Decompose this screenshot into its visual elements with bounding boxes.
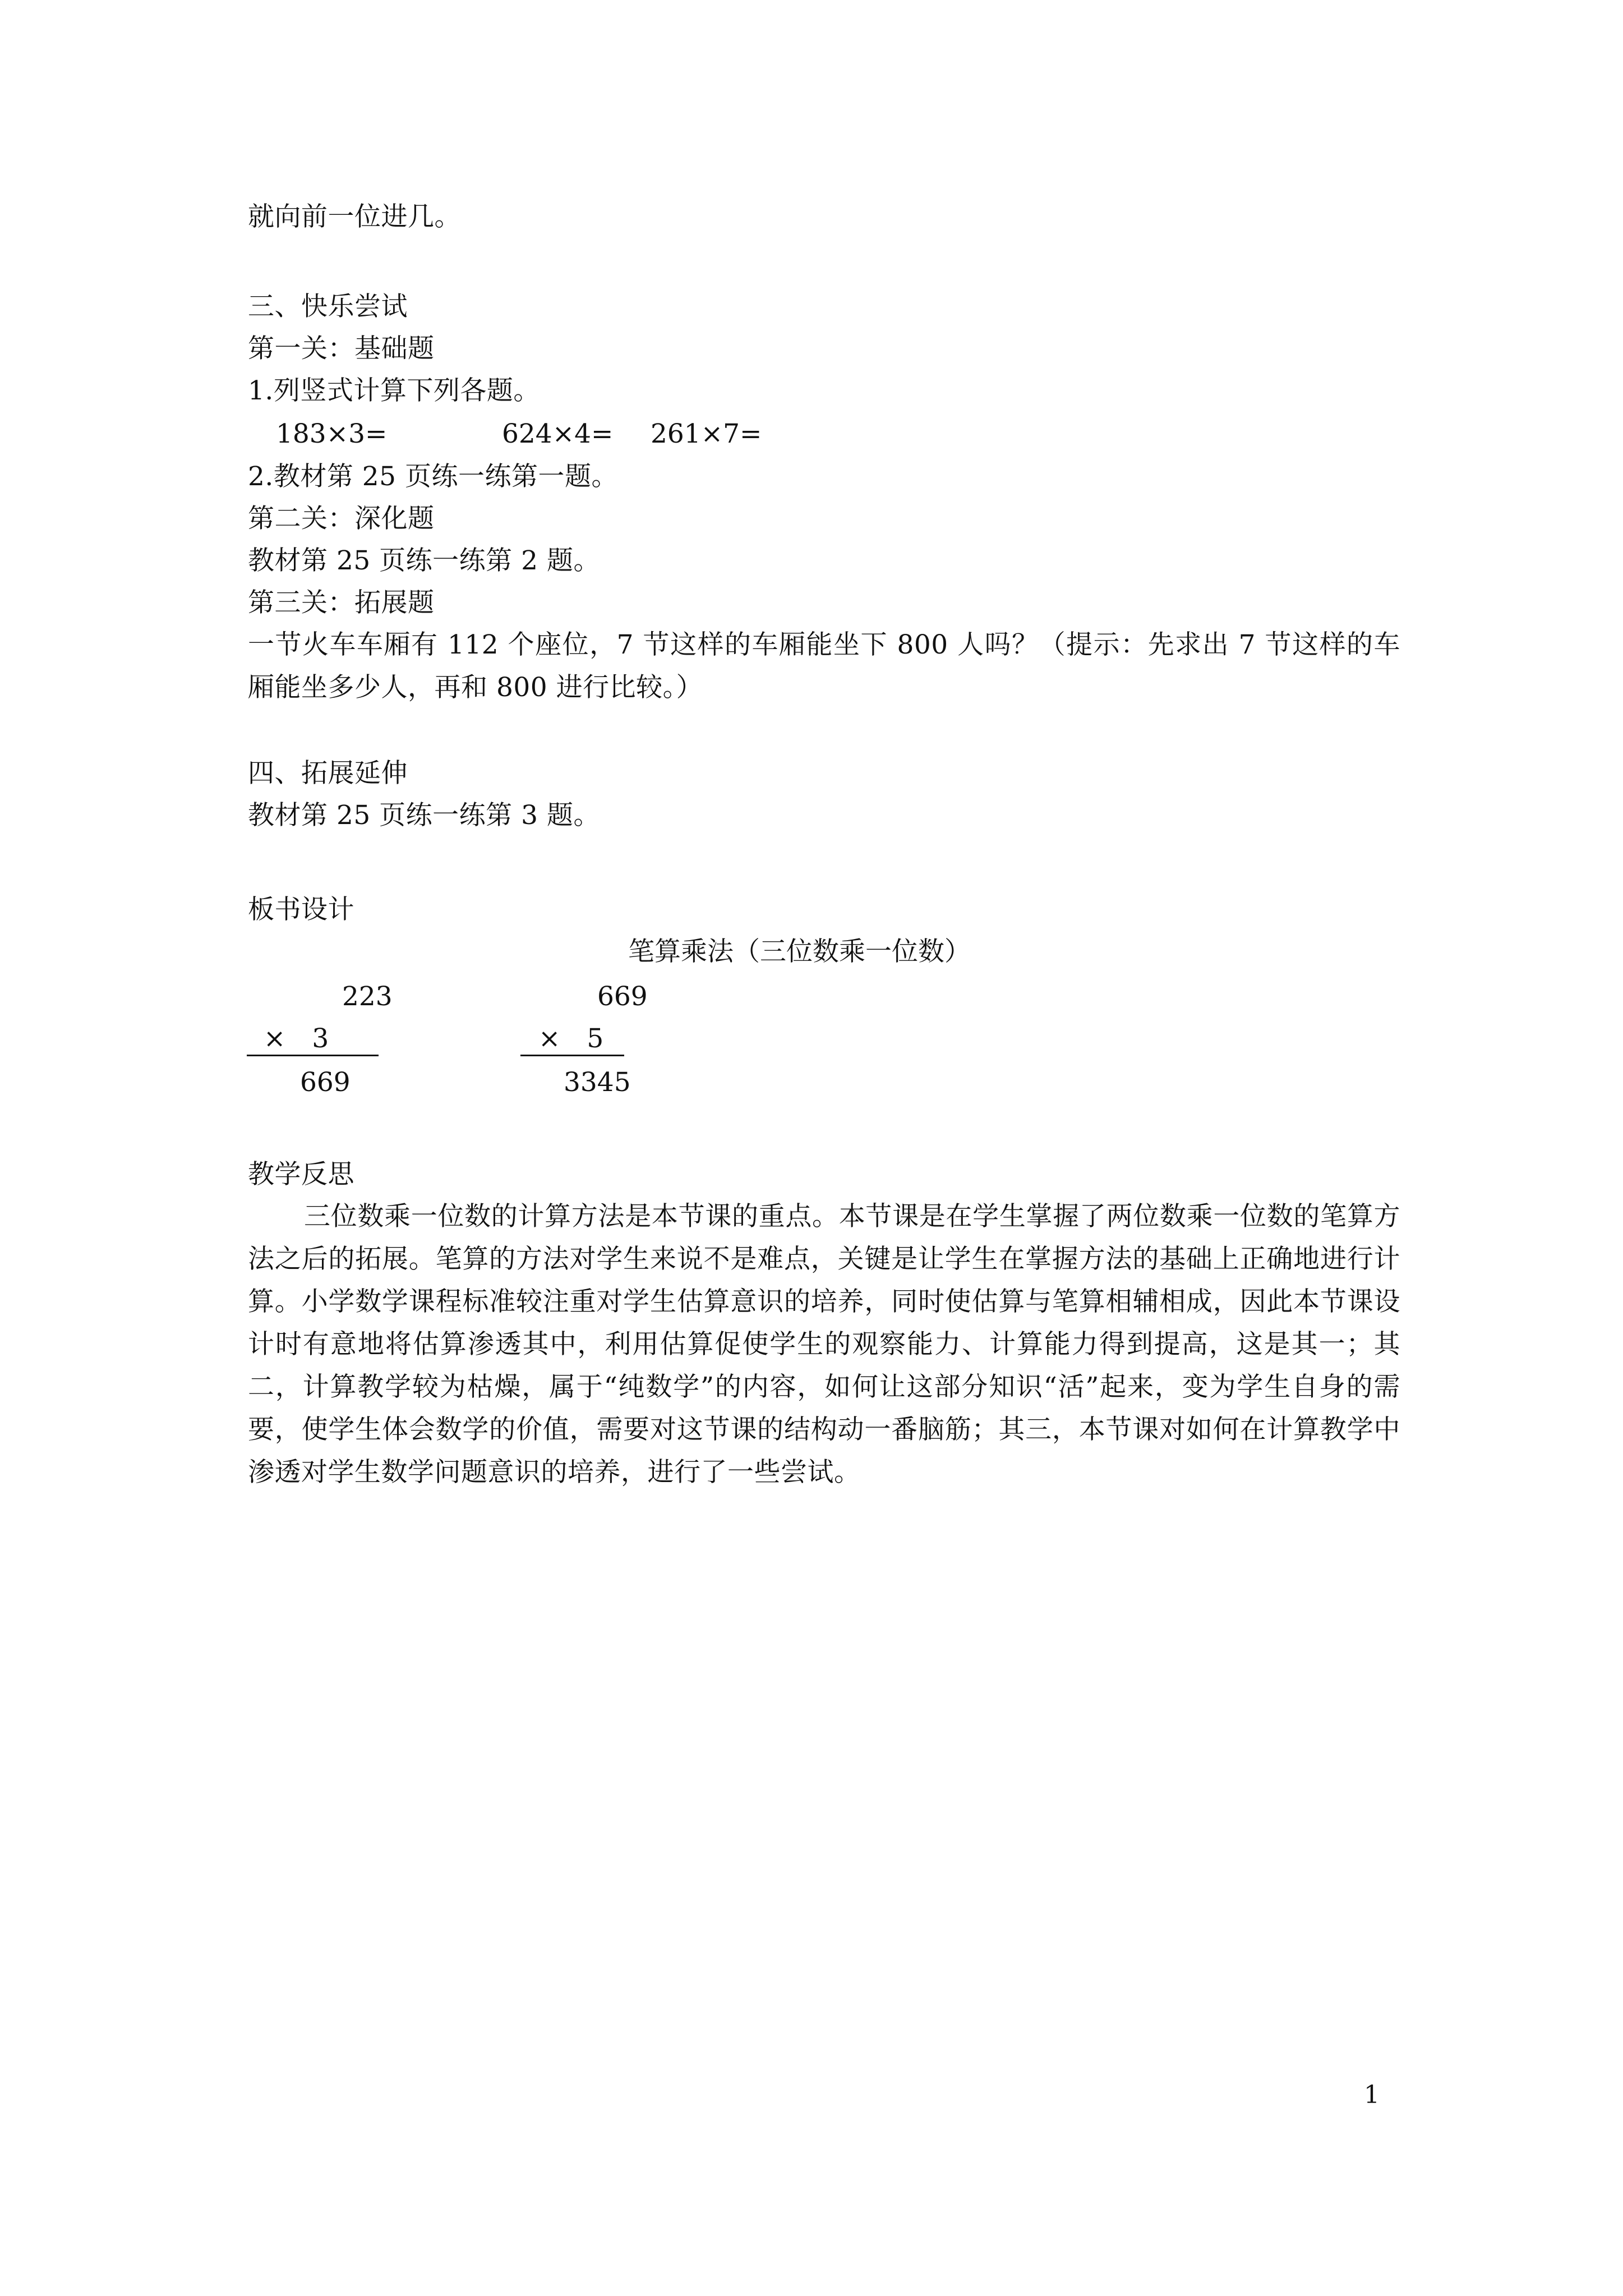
level-2-task: 教材第 25 页练一练第 2 题。 xyxy=(248,545,600,576)
calc2-multiplier: × 5 xyxy=(538,1023,604,1054)
calc2-product: 3345 xyxy=(564,1067,631,1098)
calc1-product: 669 xyxy=(300,1067,351,1098)
reflection-title: 教学反思 xyxy=(248,1159,354,1190)
calc1-line xyxy=(247,1055,379,1056)
question-2: 2.教材第 25 页练一练第一题。 xyxy=(248,461,619,492)
level-3-heading: 第三关：拓展题 xyxy=(248,587,435,618)
reflection-paragraph: 三位数乘一位数的计算方法是本节课的重点。本节课是在学生掌握了两位数乘一位数的笔算方法之后的拓展。笔算的方法对学生来说不是难点，关键是让学生在掌握方法的基础上正确地进行计算。小学数学课程标准较注重对学生估算意识的培养，同时使估算与笔算相辅相成，因此本节课设计时有意地将估算渗透其中，利用估算促使学生的观察能力、计算能力得到提高，这是其一；其二，计算教学较为枯燥，属于“纯数学”的内容，如何让这部分知识“活”起来，变为学生自身的需要，使学生体会数学的价值，需要对这节课的结构动一番脑筋；其三，本节课对如何在计算教学中渗透对学生数学问题意识的培养，进行了一些尝试。 xyxy=(248,1201,1400,1488)
exercise-261x7: 261×7= xyxy=(651,418,762,449)
page-number: 1 xyxy=(1364,2081,1380,2109)
calc1-multiplicand: 223 xyxy=(342,981,393,1012)
level-1-heading: 第一关：基础题 xyxy=(248,333,435,364)
calc1-multiplier: × 3 xyxy=(264,1023,329,1054)
carry-rule-end: 就向前一位进几。 xyxy=(248,201,461,232)
calc2-line xyxy=(520,1055,624,1056)
question-1: 1.列竖式计算下列各题。 xyxy=(248,375,540,406)
level-2-heading: 第二关：深化题 xyxy=(248,503,435,534)
calc2-multiplicand: 669 xyxy=(597,981,648,1012)
board-heading: 笔算乘法（三位数乘一位数） xyxy=(628,936,971,967)
section-4-task: 教材第 25 页练一练第 3 题。 xyxy=(248,800,600,831)
exercise-183x3: 183×3= xyxy=(276,418,388,449)
level-3-task: 一节火车车厢有 112 个座位，7 节这样的车厢能坐下 800 人吗？（提示：先求出 7 节这样的车厢能坐多少人，再和 800 进行比较。） xyxy=(248,629,1400,703)
board-design-title: 板书设计 xyxy=(248,894,354,925)
section-4-title: 四、拓展延伸 xyxy=(248,758,408,789)
section-3-title: 三、快乐尝试 xyxy=(248,291,408,322)
exercise-624x4: 624×4= xyxy=(502,418,614,449)
